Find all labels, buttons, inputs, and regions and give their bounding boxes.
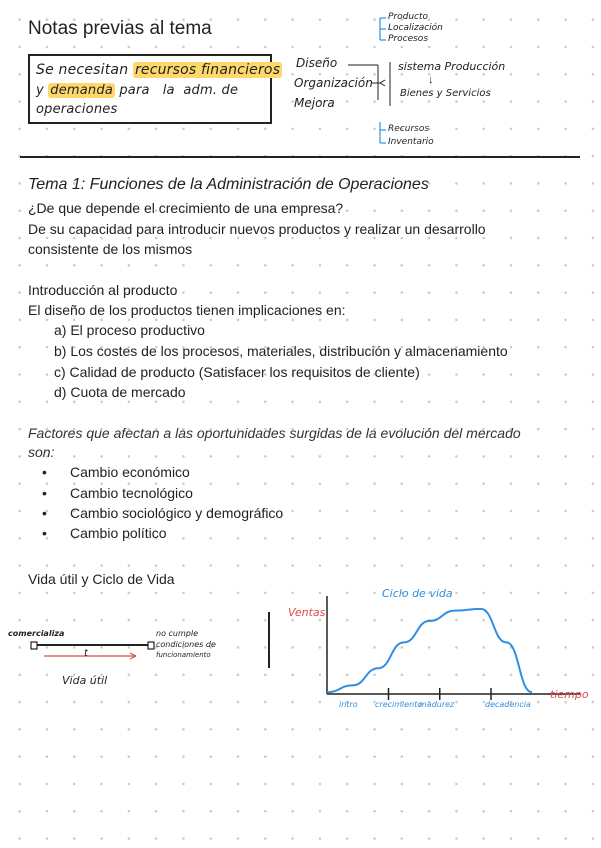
vida-start-label: comercializa	[8, 629, 65, 638]
note-box	[28, 54, 281, 124]
x-category-label: decadencia	[485, 700, 531, 709]
x-category-label: intro	[339, 700, 358, 709]
mindmap-diseno: Diseño	[296, 56, 338, 70]
mindmap-mejora: Mejora	[294, 96, 335, 110]
note-text: para	[119, 83, 150, 98]
mindmap-recursos: Recursos	[388, 124, 430, 134]
intro-item: d) Cuota de mercado	[54, 384, 186, 400]
vida-caption: Vida útil	[62, 674, 108, 687]
vida-end-label: funcionamiento	[156, 651, 211, 659]
intro-lead: El diseño de los productos tienen implicaciones en:	[28, 302, 346, 318]
highlight-demanda: demanda	[50, 83, 113, 98]
mindmap-procesos: Procesos	[388, 34, 429, 44]
note-text: adm.	[183, 83, 218, 98]
mindmap-sistema: sistema Producción	[398, 60, 506, 73]
factores-line2: son:	[28, 444, 55, 460]
mindmap-arrow-icon: ↓	[428, 74, 434, 86]
tema-answer-2: consistente de los mismos	[28, 241, 193, 257]
divider	[20, 156, 580, 158]
series-line	[327, 609, 532, 692]
mindmap-organizacion: Organización	[294, 76, 373, 90]
y-axis-label: Ventas	[288, 606, 326, 619]
x-category-label: madurez	[419, 700, 455, 709]
mindmap-bienes: Bienes y Servicios	[400, 88, 491, 99]
intro-item: b) Los costes de los procesos, materiales, distribución y almacenamiento	[54, 343, 508, 359]
note-text: operaciones	[36, 102, 118, 117]
factores-item: • Cambio político	[70, 525, 167, 541]
highlight-recursos: recursos financieros	[134, 62, 281, 78]
chart-title: Ciclo de vida	[382, 587, 453, 600]
note-text: Se necesitan	[36, 62, 129, 78]
life-cycle-chart	[280, 580, 590, 715]
factores-item: • Cambio económico	[70, 464, 190, 480]
vida-heading: Vida útil y Ciclo de Vida	[28, 571, 175, 587]
factores-item: • Cambio sociológico y demográfico	[70, 505, 283, 521]
separator	[268, 612, 270, 668]
vida-arrow-label: t	[84, 648, 88, 659]
factores-item: • Cambio tecnológico	[70, 485, 193, 501]
mindmap-producto: Producto	[388, 12, 429, 22]
note-text: de	[221, 83, 239, 98]
vida-end-label: condiciones de	[156, 640, 216, 649]
note-text: y	[36, 83, 44, 98]
note-text: la	[162, 83, 175, 98]
intro-item: c) Calidad de producto (Satisfacer los requisitos de cliente)	[54, 364, 420, 380]
intro-item: a) El proceso productivo	[54, 322, 205, 338]
factores-line1: Factores que afectan a las oportunidades surgidas de la evolución del mercado	[28, 425, 521, 441]
x-category-label: crecimiento	[375, 700, 423, 709]
mindmap-inventario: Inventario	[388, 137, 434, 147]
x-axis-label: tiempo	[550, 688, 589, 701]
tema-question: ¿De que depende el crecimiento de una empresa?	[28, 200, 344, 216]
tema-answer-1: De su capacidad para introducir nuevos productos y realizar un desarrollo	[28, 221, 486, 237]
page-title: Notas previas al tema	[28, 18, 212, 39]
tema-heading: Tema 1: Funciones de la Administración de Operaciones	[28, 176, 429, 193]
vida-end-label: no cumple	[156, 629, 198, 638]
intro-heading: Introducción al producto	[28, 282, 178, 298]
mindmap-localizacion: Localización	[388, 23, 443, 33]
